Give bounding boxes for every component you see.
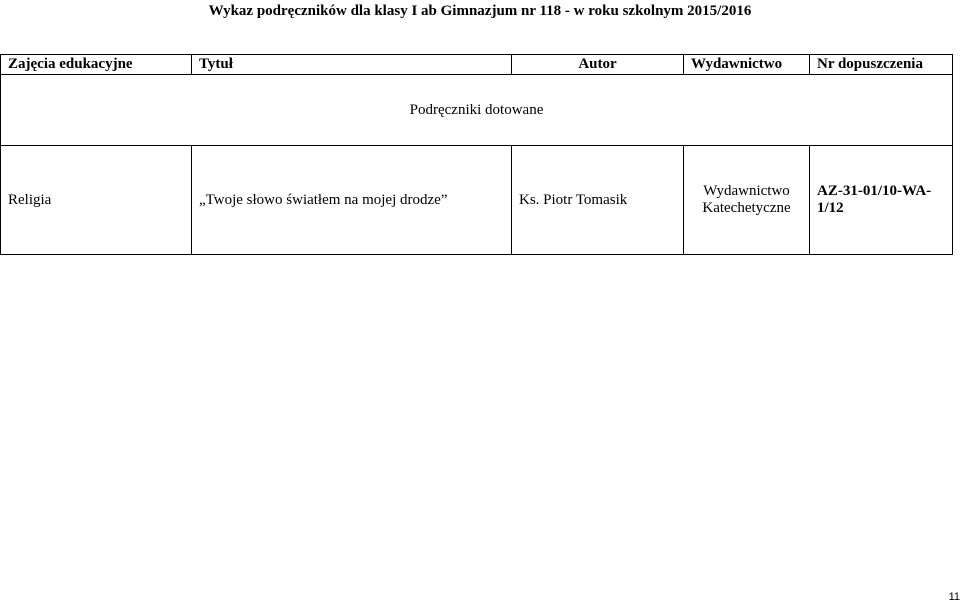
cell-approval-number: AZ-31-01/10-WA-1/12 (810, 146, 953, 255)
table-row (1, 146, 953, 255)
cell-publisher: Wydawnictwo Katechetyczne (684, 146, 810, 255)
cell-title: „Twoje słowo światłem na mojej drodze” (192, 146, 512, 255)
header-autor: Autor (512, 55, 684, 75)
header-wydawnictwo: Wydawnictwo (684, 55, 810, 75)
cell-subject: Religia (1, 146, 192, 255)
section-row (1, 75, 953, 146)
textbook-table (0, 54, 953, 255)
cell-author: Ks. Piotr Tomasik (512, 146, 684, 255)
header-tytul: Tytuł (192, 55, 512, 75)
header-zajecia: Zajęcia edukacyjne (1, 55, 192, 75)
header-nr-dopuszczenia: Nr dopuszczenia (810, 55, 953, 75)
section-title: Podręczniki dotowane (1, 75, 953, 146)
document-title: Wykaz podręczników dla klasy I ab Gimnazjum nr 118 - w roku szkolnym 2015/2016 (208, 3, 752, 19)
table-header-row (1, 55, 953, 75)
page-number: 11 (948, 591, 960, 603)
